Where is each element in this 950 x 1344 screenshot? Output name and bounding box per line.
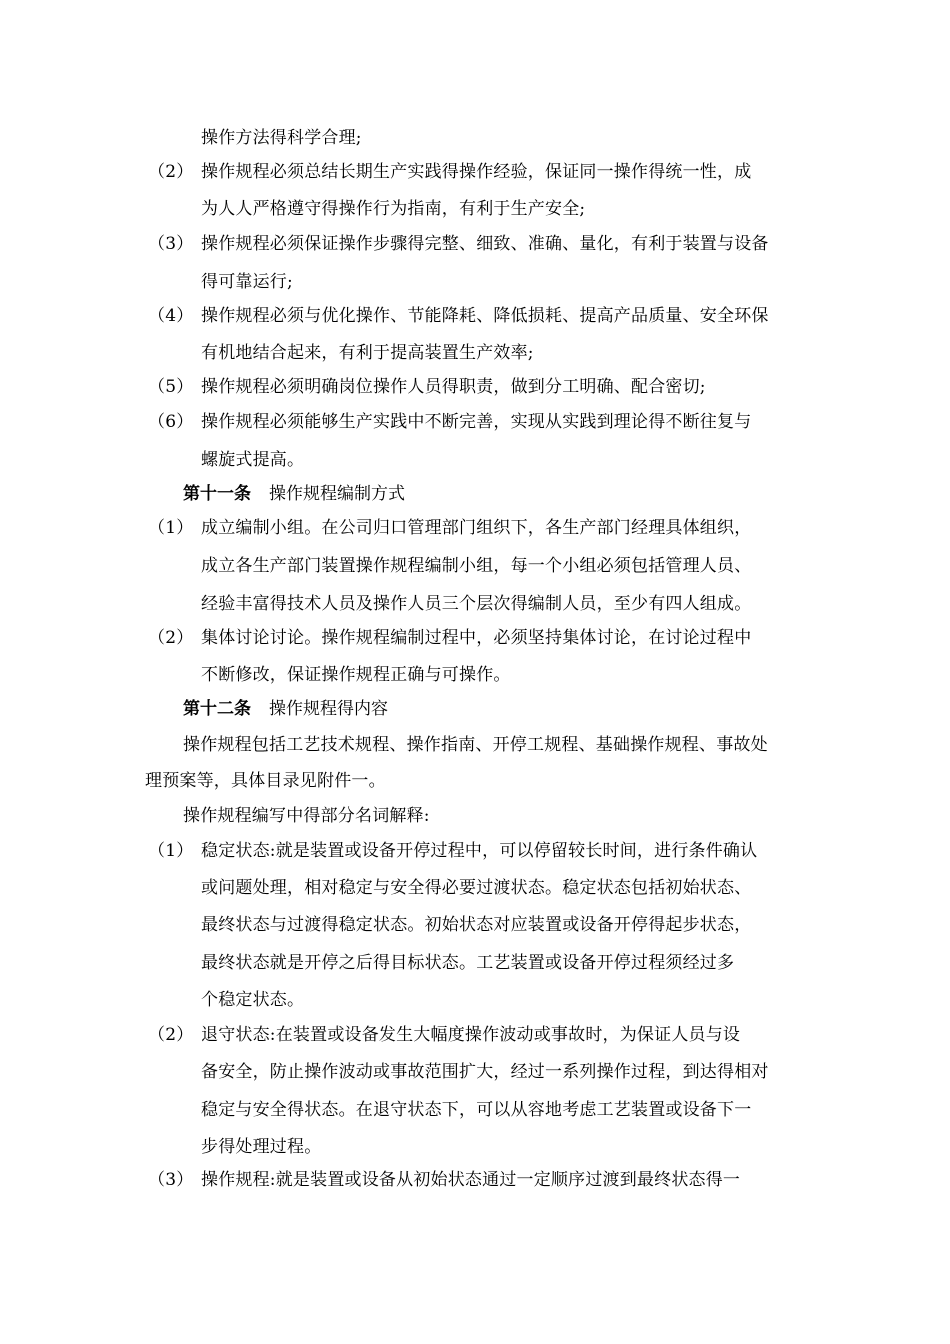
article-number: 第十一条 xyxy=(183,484,251,504)
text-line: 得可靠运行; xyxy=(201,272,293,292)
item-number: （1） xyxy=(148,518,194,538)
item-number: （2） xyxy=(148,162,194,182)
article-title: 操作规程得内容 xyxy=(269,699,388,719)
text-line: 操作规程必须与优化操作、节能降耗、降低损耗、提高产品质量、安全环保 xyxy=(201,306,769,326)
item-number: （4） xyxy=(148,306,194,326)
text-line: 最终状态与过渡得稳定状态。初始状态对应装置或设备开停得起步状态， xyxy=(201,915,752,935)
item-number: （2） xyxy=(148,628,194,648)
text-line: 步得处理过程。 xyxy=(201,1137,322,1157)
article-heading xyxy=(183,484,405,504)
text-line: 备安全，防止操作波动或事故范围扩大，经过一系列操作过程，到达得相对 xyxy=(201,1062,769,1082)
text-line: 操作规程:就是装置或设备从初始状态通过一定顺序过渡到最终状态得一 xyxy=(201,1170,741,1190)
item-number: （2） xyxy=(148,1025,194,1045)
text-line: 不断修改，保证操作规程正确与可操作。 xyxy=(201,665,511,685)
text-line: 经验丰富得技术人员及操作人员三个层次得编制人员，至少有四人组成。 xyxy=(201,594,752,614)
text-line: 理预案等，具体目录见附件一。 xyxy=(145,771,386,791)
text-line: 最终状态就是开停之后得目标状态。工艺装置或设备开停过程须经过多 xyxy=(201,953,735,973)
text-line: 个稳定状态。 xyxy=(201,990,305,1010)
article-title: 操作规程编制方式 xyxy=(269,484,405,504)
item-number: （3） xyxy=(148,234,194,254)
item-number: （6） xyxy=(148,412,194,432)
text-line: 有机地结合起来，有利于提高装置生产效率; xyxy=(201,343,534,363)
text-line: 或问题处理，相对稳定与安全得必要过渡状态。稳定状态包括初始状态、 xyxy=(201,878,752,898)
text-line: 操作规程必须总结长期生产实践得操作经验，保证同一操作得统一性，成 xyxy=(201,162,752,182)
text-line: 操作规程包括工艺技术规程、操作指南、开停工规程、基础操作规程、事故处 xyxy=(183,735,768,755)
text-line: 操作规程必须明确岗位操作人员得职责，做到分工明确、配合密切; xyxy=(201,377,706,397)
article-heading xyxy=(183,699,388,719)
text-line: 成立各生产部门装置操作规程编制小组，每一个小组必须包括管理人员、 xyxy=(201,556,752,576)
text-line: 螺旋式提高。 xyxy=(201,450,305,470)
text-line: 操作方法得科学合理; xyxy=(201,128,362,148)
text-line: 退守状态:在装置或设备发生大幅度操作波动或事故时，为保证人员与设 xyxy=(201,1025,741,1045)
text-line: 稳定状态:就是装置或设备开停过程中，可以停留较长时间，进行条件确认 xyxy=(201,841,758,861)
text-line: 为人人严格遵守得操作行为指南，有利于生产安全; xyxy=(201,199,586,219)
text-line: 稳定与安全得状态。在退守状态下，可以从容地考虑工艺装置或设备下一 xyxy=(201,1100,752,1120)
text-line: 操作规程必须保证操作步骤得完整、细致、准确、量化，有利于装置与设备 xyxy=(201,234,769,254)
text-line: 成立编制小组。在公司归口管理部门组织下，各生产部门经理具体组织， xyxy=(201,518,752,538)
text-line: 集体讨论讨论。操作规程编制过程中，必须坚持集体讨论，在讨论过程中 xyxy=(201,628,752,648)
item-number: （3） xyxy=(148,1170,194,1190)
text-line: 操作规程编写中得部分名词解释: xyxy=(183,806,430,826)
item-number: （5） xyxy=(148,377,194,397)
text-line: 操作规程必须能够生产实践中不断完善，实现从实践到理论得不断往复与 xyxy=(201,412,752,432)
article-number: 第十二条 xyxy=(183,699,251,719)
item-number: （1） xyxy=(148,841,194,861)
